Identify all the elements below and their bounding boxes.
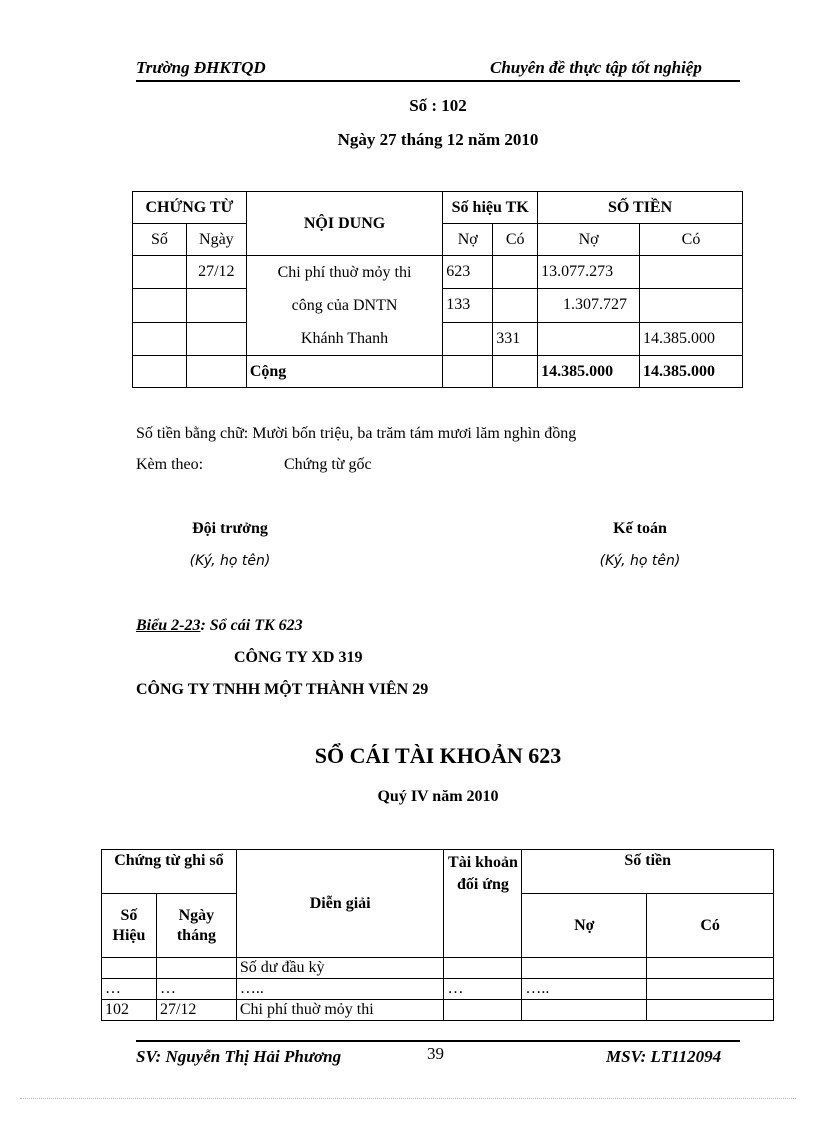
cell-no: ….. xyxy=(522,979,647,1000)
th-ngay-thang: Ngày tháng xyxy=(156,894,236,958)
table-row xyxy=(133,256,743,289)
amount-in-words: Số tiền bằng chữ: Mười bốn triệu, ba trăm tám mươi lăm nghìn đồng xyxy=(136,425,577,442)
th-so-hieu: Số hiệu TK xyxy=(443,192,538,224)
attach-label: Kèm theo: xyxy=(136,456,204,473)
table-row xyxy=(102,958,774,979)
th-tk-no: Nợ xyxy=(443,224,493,256)
sign-left-title: Đội trưởng xyxy=(192,520,268,537)
page-number: 39 xyxy=(427,1044,444,1063)
voucher-number: Số : 102 xyxy=(409,96,467,115)
total-row xyxy=(133,356,743,388)
th-dien-giai: Diễn giải xyxy=(236,850,444,958)
cell-ngay: … xyxy=(156,979,236,1000)
cell-tk: … xyxy=(444,979,522,1000)
th-tk-doi-ung: Tài khoản đối ứng xyxy=(444,850,522,958)
table-row xyxy=(102,1000,774,1021)
th-so-tien: SỐ TIỀN xyxy=(538,192,743,224)
cell-so: … xyxy=(102,979,157,1000)
footer-msv: MSV: LT112094 xyxy=(606,1047,722,1066)
cell-ngay: 27/12 xyxy=(186,256,246,289)
cell-content-3: Khánh Thanh xyxy=(300,330,389,347)
cell-tk-no: 133 xyxy=(443,289,493,322)
sign-right-note: (Ký, họ tên) xyxy=(599,553,681,569)
th-chung-tu-ghi-so: Chứng từ ghi sổ xyxy=(102,850,237,894)
bieu-title: : Sổ cái TK 623 xyxy=(200,617,303,634)
th-so-tien: Số tiền xyxy=(522,850,774,894)
cell-dien-giai: ….. xyxy=(236,979,444,1000)
ledger-table xyxy=(101,849,774,1021)
cell-tk-co: 331 xyxy=(493,322,538,355)
th-noi-dung: NỘI DUNG xyxy=(246,192,442,256)
cell-dien-giai: Chi phí thuờ mỏy thi xyxy=(236,1000,444,1021)
ledger-title: SỔ CÁI TÀI KHOẢN 623 xyxy=(314,743,562,768)
th-ngay: Ngày xyxy=(186,224,246,256)
ledger-period: Quý IV năm 2010 xyxy=(377,788,499,805)
th-co: Có xyxy=(647,894,774,958)
footer-rule xyxy=(136,1040,740,1042)
table-row xyxy=(102,979,774,1000)
header-school: Trường ĐHKTQD xyxy=(136,58,266,77)
bieu-caption xyxy=(136,617,303,635)
cell-tk-no: 623 xyxy=(443,256,493,289)
cell-content-1: Chi phí thuờ mỏy thi xyxy=(277,264,412,281)
total-co: 14.385.000 xyxy=(640,356,743,388)
company-2: CÔNG TY TNHH MỘT THÀNH VIÊN 29 xyxy=(136,681,429,698)
th-so: Số xyxy=(133,224,187,256)
cell-no: 1.307.727 xyxy=(538,289,640,322)
th-tk-co: Có xyxy=(493,224,538,256)
cell-co: 14.385.000 xyxy=(640,322,743,355)
cell-so: 102 xyxy=(102,1000,157,1021)
header-rule xyxy=(136,80,740,82)
cell-no: 13.077.273 xyxy=(538,256,640,289)
cell-ngay: 27/12 xyxy=(156,1000,236,1021)
voucher-table xyxy=(132,191,743,388)
total-label: Cộng xyxy=(246,356,442,388)
sign-left-note: (Ký, họ tên) xyxy=(189,553,271,569)
th-chung-tu: CHỨNG TỪ xyxy=(133,192,247,224)
th-tien-co: Có xyxy=(640,224,743,256)
cell-content-2: công của DNTN xyxy=(291,297,398,314)
th-so-hieu: Số Hiệu xyxy=(102,894,157,958)
th-tien-no: Nợ xyxy=(538,224,640,256)
bieu-label: Biểu 2-23 xyxy=(136,617,201,634)
cell-dien-giai: Số dư đầu kỳ xyxy=(236,958,444,979)
page-edge-dots xyxy=(20,1098,796,1099)
header-title: Chuyên đề thực tập tốt nghiệp xyxy=(490,58,702,77)
th-no: Nợ xyxy=(522,894,647,958)
company-1: CÔNG TY XD 319 xyxy=(234,649,363,666)
attach-value: Chứng từ gốc xyxy=(284,456,372,473)
sign-right-title: Kế toán xyxy=(613,520,667,537)
total-no: 14.385.000 xyxy=(538,356,640,388)
voucher-date: Ngày 27 tháng 12 năm 2010 xyxy=(337,130,539,149)
footer-student: SV: Nguyễn Thị Hải Phương xyxy=(136,1047,342,1066)
